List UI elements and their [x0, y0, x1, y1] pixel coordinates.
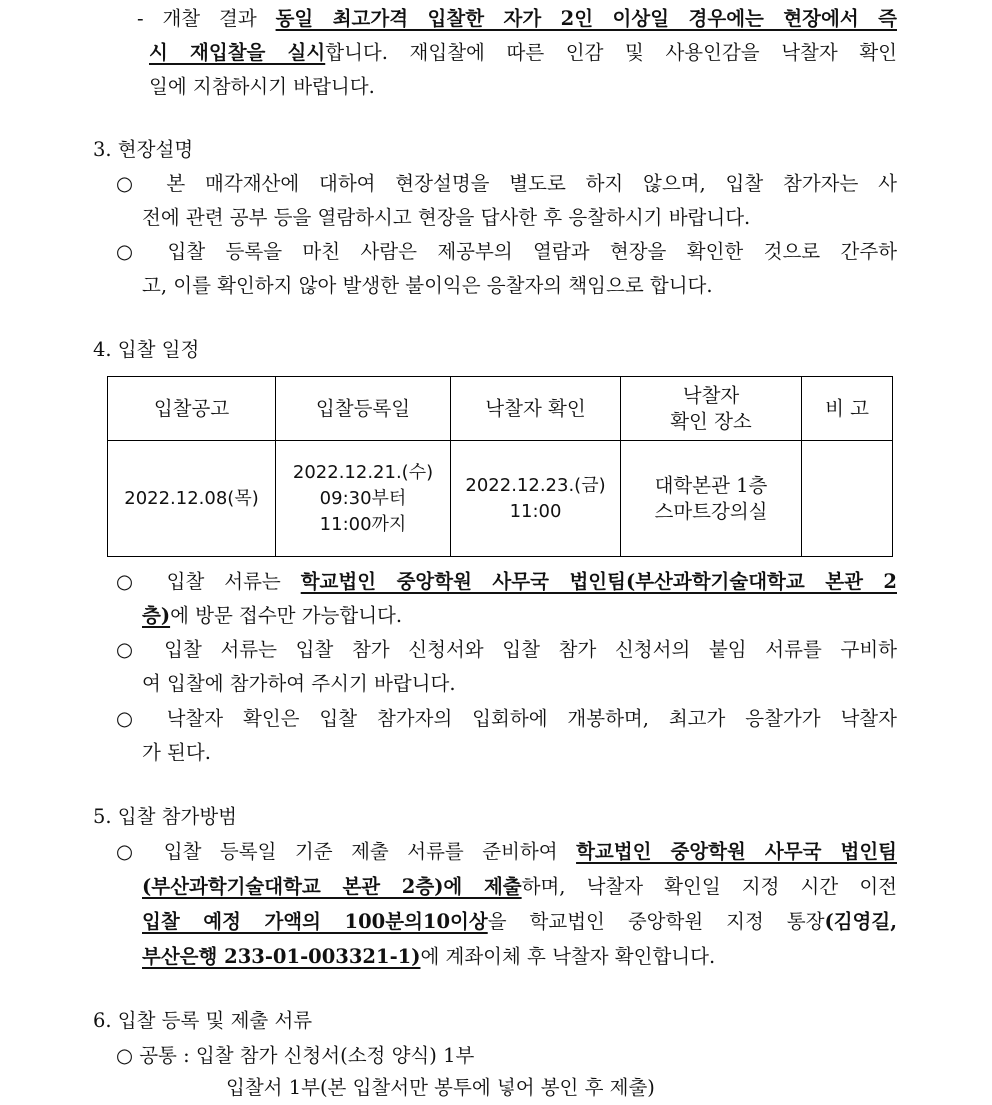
cell-remarks [802, 441, 893, 557]
cell-registration-date: 2022.12.21.(수) 09:30부터 11:00까지 [276, 441, 451, 557]
underlined-text: 시 재입찰을 실시 [149, 41, 326, 64]
s3-bullet-1-line-1: ○ 본 매각재산에 대하여 현장설명을 별도로 하지 않으며, 입찰 참가자는 사 [116, 172, 897, 195]
s4-bullet-1-line-2: 층)에 방문 접수만 가능합니다. [142, 604, 403, 627]
s4-bullet-3-line-1: ○ 낙찰자 확인은 입찰 참가자의 입회하에 개봉하며, 최고가 응찰가가 낙찰자 [116, 707, 897, 730]
s5-line-1: ○ 입찰 등록일 기준 제출 서류를 준비하여 학교법인 중앙학원 사무국 법인팀 [116, 840, 897, 863]
section-6-title: 6. 입찰 등록 및 제출 서류 [93, 1009, 313, 1032]
s5-line-2: (부산과학기술대학교 본관 2층)에 제출하며, 낙찰자 확인일 지정 시간 이전 [142, 875, 897, 898]
underlined-text: 학교법인 중앙학원 사무국 법인팀(부산과학기술대학교 본관 2 [300, 570, 897, 593]
s6-bullet-1: ○ 공통 : 입찰 참가 신청서(소정 양식) 1부 [116, 1044, 475, 1067]
s3-bullet-2-line-2: 고, 이를 확인하지 않아 발생한 불이익은 응찰자의 책임으로 합니다. [142, 274, 713, 297]
s4-bullet-3-line-2: 가 된다. [142, 741, 211, 764]
underlined-text: 동일 최고가격 입찰한 자가 2인 이상일 경우에는 현장에서 즉 [275, 7, 897, 30]
section-5-title: 5. 입찰 참가방범 [93, 805, 238, 828]
table-row [108, 441, 893, 557]
underlined-text: 층) [142, 604, 171, 627]
cell-notice-date: 2022.12.08(목) [108, 441, 276, 557]
intro-line-1: - 개찰 결과 동일 최고가격 입찰한 자가 2인 이상일 경우에는 현장에서 즉 [137, 7, 897, 30]
header-remarks: 비 고 [802, 377, 893, 441]
section-4-title: 4. 입찰 일정 [93, 338, 200, 361]
cell-confirm-place: 대학본관 1층 스마트강의실 [621, 441, 802, 557]
schedule-table [107, 376, 893, 557]
underlined-text: 학교법인 중앙학원 사무국 법인팀 [576, 840, 897, 863]
s6-bullet-1-cont: 입찰서 1부(본 입찰서만 봉투에 넣어 봉인 후 제출) [226, 1076, 655, 1099]
cell-confirm-date: 2022.12.23.(금) 11:00 [451, 441, 621, 557]
header-notice: 입찰공고 [108, 377, 276, 441]
header-confirm-place: 낙찰자 확인 장소 [621, 377, 802, 441]
s3-bullet-1-line-2: 전에 관련 공부 등을 열람하시고 현장을 답사한 후 응찰하시기 바랍니다. [142, 206, 751, 229]
intro-line-3: 일에 지참하시기 바랍니다. [149, 75, 375, 98]
s5-line-3: 입찰 예정 가액의 100분의10이상을 학교법인 중앙학원 지정 통장(김영길, [142, 910, 897, 933]
section-3-title: 3. 현장설명 [93, 138, 194, 161]
s4-bullet-2-line-2: 여 입찰에 참가하여 주시기 바랍니다. [142, 672, 456, 695]
underlined-text: 입찰 예정 가액의 100분의10이상 [142, 910, 488, 933]
s5-line-4: 부산은행 233-01-003321-1)에 계좌이체 후 낙찰자 확인합니다. [142, 945, 716, 968]
underlined-text: (부산과학기술대학교 본관 2층)에 제출 [142, 875, 522, 898]
header-registration-date: 입찰등록일 [276, 377, 451, 441]
table-header-row [108, 377, 893, 441]
header-winner-confirm: 낙찰자 확인 [451, 377, 621, 441]
s4-bullet-1-line-1: ○ 입찰 서류는 학교법인 중앙학원 사무국 법인팀(부산과학기술대학교 본관 2 [116, 570, 897, 593]
intro-line-2: 시 재입찰을 실시합니다. 재입찰에 따른 인감 및 사용인감을 낙찰자 확인 [149, 41, 897, 64]
s3-bullet-2-line-1: ○ 입찰 등록을 마친 사람은 제공부의 열람과 현장을 확인한 것으로 간주하 [116, 240, 897, 263]
underlined-text: 부산은행 233-01-003321-1) [142, 945, 421, 968]
s4-bullet-2-line-1: ○ 입찰 서류는 입찰 참가 신청서와 입찰 참가 신청서의 붙임 서류를 구비하 [116, 638, 897, 661]
